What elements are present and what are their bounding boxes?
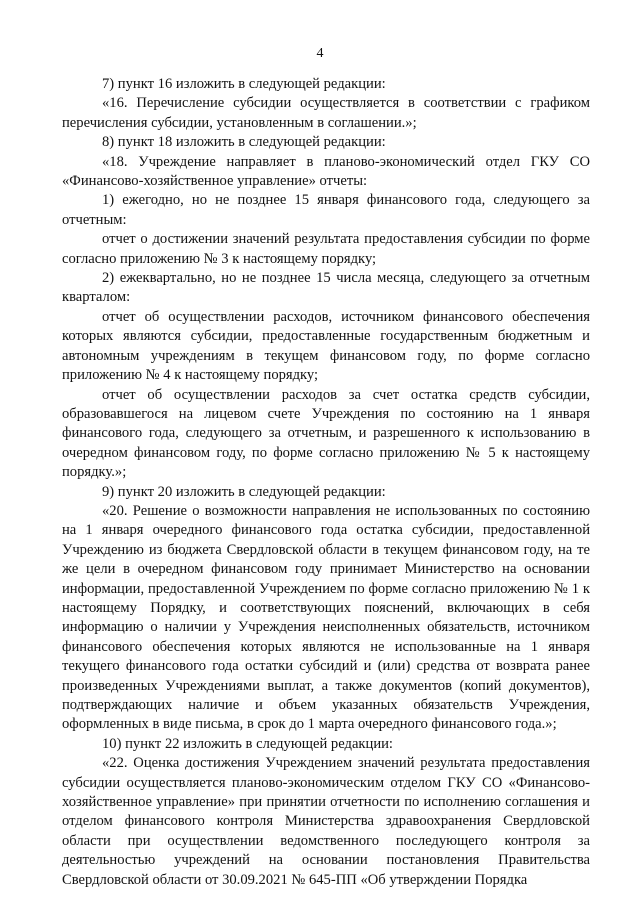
paragraph-annual: 1) ежегодно, но не позднее 15 января финансового года, следующего за отчетным: <box>62 192 590 228</box>
paragraph-expense-report: отчет об осуществлении расходов, источником финансового обеспечения которых являются субсидии, предоставленные государственным бюджетным и автономным учреждениям в текущем финансовом году, по форме согласно приложению № 4 к настоящему порядку; <box>62 308 590 384</box>
paragraph-clause-22: «22. Оценка достижения Учреждением значений результата предоставления субсидии осуществляется планово-экономическим отделом ГКУ СО «Финансово-хозяйственное управление» при принятии отчетности по исполнению соглашения и отделом финансового контроля Министерства здравоохранения Свердловской области при осуществлении ведомственного последующего контроля за деятельностью учреждений на основании постановления Правительства Свердловской области от 30.09.2021 № 645-ПП «Об утверждении Порядка <box>62 755 590 888</box>
paragraph-item-10: 10) пункт 22 изложить в следующей редакции: <box>102 735 393 752</box>
paragraph-balance-report: отчет об осуществлении расходов за счет остатка средств субсидии, образовавшегося на лицевом счете Учреждения по состоянию на 1 января финансового года, следующего за отчетным, и разрешенного к использованию в очередном финансовом году, по форме согласно приложению № 5 к настоящему порядку.»; <box>62 386 590 481</box>
page-number: 4 <box>316 46 324 61</box>
paragraph-annual-report: отчет о достижении значений результата предоставления субсидии по форме согласно приложению № 3 к настоящему порядку; <box>62 231 590 267</box>
paragraph-clause-16: «16. Перечисление субсидии осуществляется в соответствии с графиком перечисления субсидии, установленным в соглашении.»; <box>62 95 590 131</box>
paragraph-item-9: 9) пункт 20 изложить в следующей редакции: <box>102 483 386 500</box>
paragraph-quarterly: 2) ежеквартально, но не позднее 15 числа месяца, следующего за отчетным кварталом: <box>62 270 590 306</box>
paragraph-clause-20: «20. Решение о возможности направления не использованных по состоянию на 1 января очередного финансового года остатка субсидии, предоставленной Учреждению из бюджета Свердловской области в текущем финансовом году, на те же цели в очередном финансовом году принимает Министерство на основании информации, предоставленной Учреждением по форме согласно приложению № 1 к настоящему Порядку, и соответствующих пояснений, включающих в себя информацию о наличии у Учреждения неисполненных обязательств, источником финансового обеспечения которых являются не использованные на 1 января текущего финансового года остатки субсидий и (или) средства от возврата ранее произведенных Учреждениями выплат, а также документов (копий документов), подтверждающих наличие и объем указанных обязательств Учреждения, оформленных в виде письма, в срок до 1 марта очередного финансового года.»; <box>62 502 590 733</box>
paragraph-clause-18: «18. Учреждение направляет в планово-экономический отдел ГКУ СО «Финансово-хозяйственное управление» отчеты: <box>62 153 590 190</box>
paragraph-item-7: 7) пункт 16 изложить в следующей редакции: <box>102 76 386 92</box>
paragraph-item-8: 8) пункт 18 изложить в следующей редакции: <box>102 134 386 151</box>
document-body <box>62 75 590 890</box>
